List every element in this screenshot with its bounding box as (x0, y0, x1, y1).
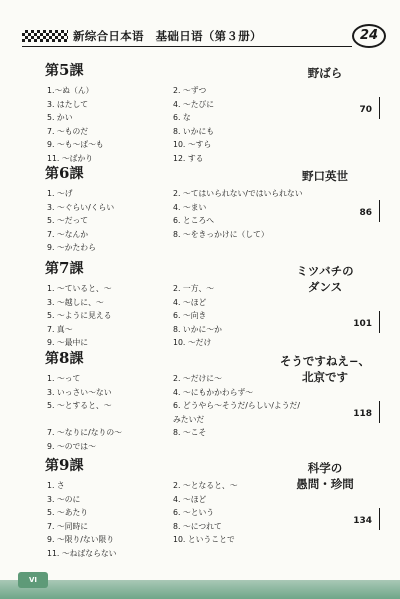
page-marker-line (379, 401, 380, 423)
reading-title-line: 野口英世 (302, 169, 348, 183)
grammar-item: 6. どうやら〜そうだ/らしい/ようだ/ (173, 401, 300, 410)
grammar-item: 8. 〜につれて (173, 521, 222, 531)
lesson-number: 6 (59, 164, 70, 182)
page-number: 101 (353, 319, 372, 329)
grammar-item: 2. 〜てはいられない/ではいられない (173, 189, 303, 198)
grammar-item: 11. 〜ばかり (47, 153, 94, 163)
reading-title-line: 北京です (302, 370, 348, 384)
reading-title-line: ダンス (307, 280, 343, 294)
header-rule (22, 46, 352, 47)
grammar-item: 10. 〜すら (173, 140, 212, 149)
grammar-item: 1. 〜って (47, 374, 81, 383)
grammar-item: 5. 〜あたり (47, 508, 89, 517)
grammar-item: 2. 一方、〜 (173, 284, 215, 293)
grammar-column-left (47, 372, 172, 453)
grammar-item: 11. 〜ねばならない (47, 548, 117, 558)
grammar-item: 8. 〜こそ (173, 428, 207, 437)
page-header (0, 0, 400, 50)
lesson-heading-prefix: 第 (45, 351, 59, 367)
reading-title-line: 愚問・珍問 (296, 477, 354, 491)
checker-pattern-decoration (22, 30, 68, 42)
grammar-item: 5. かい (47, 113, 73, 122)
grammar-item: 10. ということで (173, 535, 235, 544)
lesson-heading-prefix: 第 (45, 63, 59, 79)
lesson-heading-suffix: 課 (69, 351, 84, 367)
lesson-block (45, 348, 380, 453)
grammar-item: 2. 〜だけに〜 (173, 374, 222, 383)
page-number: 86 (359, 208, 372, 218)
reading-title-line: 野ばら (307, 66, 343, 80)
grammar-column-left (47, 187, 172, 255)
footer-page-tab: VI (18, 572, 48, 588)
reading-title (270, 65, 380, 81)
lesson-number: 5 (59, 61, 70, 79)
grammar-item: 4. 〜ほど (173, 297, 207, 307)
grammar-item: 7. 真〜 (47, 324, 73, 334)
page-number: 70 (359, 105, 372, 115)
grammar-item: みたいだ (173, 414, 205, 424)
reading-title (270, 353, 380, 385)
grammar-items (45, 84, 380, 165)
grammar-item: 6. 〜向き (173, 311, 207, 320)
lesson-heading-prefix: 第 (45, 166, 59, 182)
grammar-item: 4. 〜にもかかわらず〜 (173, 387, 254, 397)
grammar-column-left (47, 282, 172, 350)
grammar-item: 9. 〜限り/ない限り (47, 535, 115, 544)
lesson-heading-prefix: 第 (45, 458, 59, 474)
grammar-item: 3. はたして (47, 99, 89, 109)
grammar-item: 7. 〜なんか (47, 229, 89, 239)
lesson-block (45, 455, 380, 560)
grammar-item: 3. 〜越しに、〜 (47, 297, 104, 307)
grammar-item: 8. 〜をきっかけに（して） (173, 229, 269, 239)
lesson-block (45, 258, 380, 350)
footer-bar (0, 580, 400, 599)
grammar-item: 6. な (173, 113, 191, 122)
lesson-heading-suffix: 課 (69, 261, 84, 277)
grammar-items (45, 187, 380, 255)
grammar-item: 9. 〜かたわら (47, 243, 96, 252)
grammar-item: 3. いっさい〜ない (47, 387, 112, 397)
grammar-item: 3. 〜のに (47, 494, 81, 504)
page-marker-line (379, 200, 380, 222)
grammar-item: 12. する (173, 153, 204, 163)
grammar-item: 1. 〜ていると、〜 (47, 284, 112, 293)
grammar-item: 8. いかに〜か (173, 324, 222, 334)
grammar-item: 3. 〜ぐらい/くらい (47, 202, 115, 212)
lesson-heading-prefix: 第 (45, 261, 59, 277)
grammar-item: 2. 〜となると、〜 (173, 481, 238, 490)
grammar-column-right (173, 187, 308, 241)
grammar-item: 6. ところへ (173, 216, 215, 225)
grammar-item (173, 440, 308, 454)
reading-title-line: 科学の (307, 461, 343, 475)
reading-title-line: そうですねえ−、 (279, 354, 371, 368)
grammar-item: 4. 〜たびに (173, 99, 215, 109)
reading-title (270, 460, 380, 492)
lesson-number: 9 (59, 456, 70, 474)
grammar-item: 7. 〜ものだ (47, 126, 89, 136)
grammar-column-left (47, 479, 172, 560)
grammar-item: 7. 〜なりに/なりの〜 (47, 428, 122, 437)
page-number: 118 (353, 409, 372, 419)
grammar-item: 1.〜ぬ（ん） (47, 86, 94, 95)
grammar-item: 9. 〜最中に (47, 338, 89, 347)
reading-title-line: ミツバチの (296, 264, 354, 278)
grammar-item: 10. 〜だけ (173, 338, 212, 347)
volume-badge: 24 (352, 24, 386, 48)
grammar-item (47, 413, 172, 427)
lesson-number: 7 (59, 259, 70, 277)
book-title: 新综合日本语 基础日语（第３册） (73, 29, 262, 43)
grammar-item: 9. 〜のでは〜 (47, 441, 96, 451)
page-marker-line (379, 97, 380, 119)
grammar-item: 1. 〜げ (47, 189, 73, 198)
grammar-item: 8. いかにも (173, 126, 215, 136)
lesson-heading-suffix: 課 (69, 166, 84, 182)
grammar-item: 5. 〜ように見える (47, 311, 112, 320)
grammar-item: 4. 〜まい (173, 202, 207, 212)
grammar-item (173, 547, 308, 561)
page-number: 134 (353, 516, 372, 526)
lesson-block (45, 163, 380, 255)
lesson-block (45, 60, 380, 165)
grammar-item: 5. 〜だって (47, 216, 89, 225)
reading-title (270, 263, 380, 295)
grammar-item: 2. 〜ずつ (173, 86, 207, 95)
grammar-column-left (47, 84, 172, 165)
grammar-item: 7. 〜同時に (47, 521, 89, 531)
reading-title (270, 168, 380, 184)
grammar-column-right (173, 84, 308, 165)
grammar-item: 6. 〜という (173, 508, 215, 517)
grammar-item: 5. 〜とすると、〜 (47, 401, 112, 410)
grammar-item: 1. さ (47, 481, 65, 490)
page-marker-line (379, 311, 380, 333)
lesson-number: 8 (59, 349, 70, 367)
grammar-item: 4. 〜ほど (173, 494, 207, 504)
lesson-heading-suffix: 課 (69, 458, 84, 474)
lesson-heading-suffix: 課 (69, 63, 84, 79)
page-marker-line (379, 508, 380, 530)
grammar-item: 9. 〜も〜ば〜も (47, 140, 104, 149)
